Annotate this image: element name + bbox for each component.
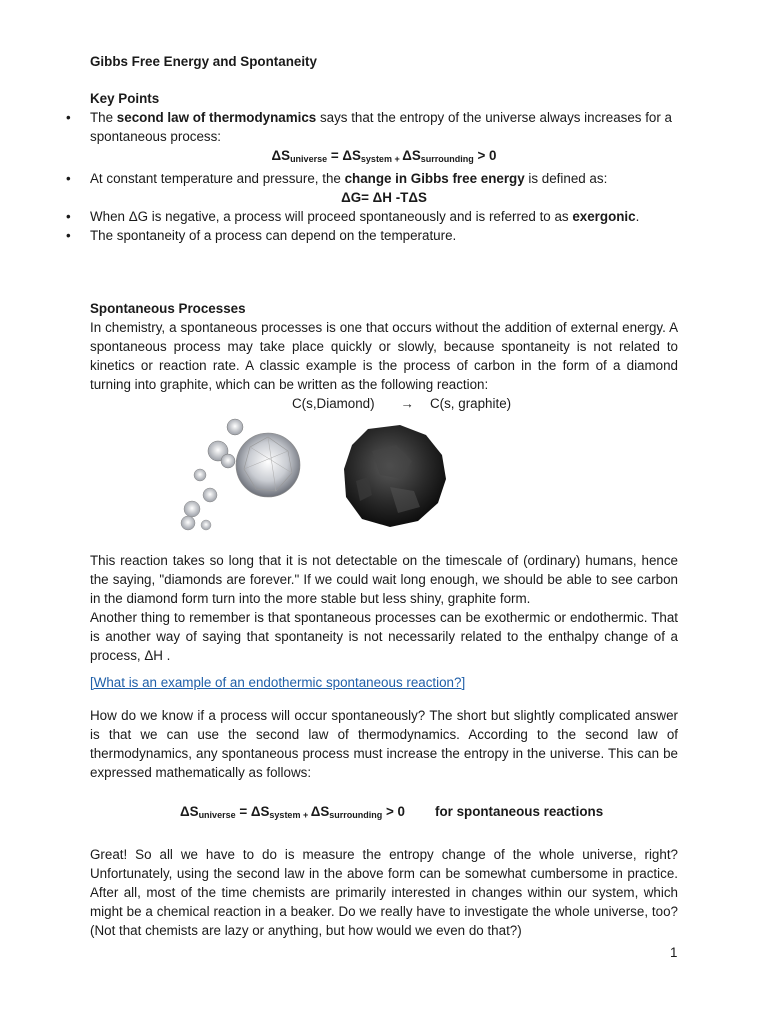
key-point-2: • At constant temperature and pressure, the change in Gibbs free energy is defined as:: [66, 171, 608, 186]
gibbs-equation: ΔG= ΔH -TΔS: [341, 190, 427, 205]
arrow-icon: →: [400, 396, 414, 411]
term-exergonic: exergonic: [572, 209, 636, 224]
key-point-1: • The second law of thermodynamics says that the entropy of the universe always increases for a spontaneous process:: [66, 110, 672, 144]
spontaneous-heading: Spontaneous Processes: [90, 301, 246, 316]
endothermic-example-link[interactable]: [What is an example of an endothermic spontaneous reaction?]: [90, 675, 466, 690]
diamonds-image: [180, 417, 340, 531]
reaction-equation: [90, 394, 678, 413]
paragraph-exo-endo: Another thing to remember is that spontaneous processes can be exothermic or endothermic. That is another way of saying that spontaneity is not necessarily related to the enthalpy change of a process, ΔH .: [90, 610, 678, 663]
bullet-icon: •: [66, 228, 71, 243]
bullet-icon: •: [66, 110, 71, 125]
graphite-image: [338, 421, 450, 529]
document-page: [66, 52, 678, 940]
product: C(s, graphite): [429, 396, 512, 411]
paragraph-great: Great! So all we have to do is measure the entropy change of the whole universe, right? Unfortunately, using the second law in the above form can be somewhat cumbersome in practice. After all, most of the time chemists are primarily interested in changes within our system, which might be a chemical reaction in a beaker. Do we really have to investigate the whole universe, too? (Not that chemists are lazy or anything, but how would we even do that?): [90, 847, 678, 938]
reactant: C(s,Diamond): [292, 396, 375, 411]
term-second-law: second law of thermodynamics: [116, 110, 317, 125]
document-title: Gibbs Free Energy and Spontaneity: [90, 54, 317, 69]
bullet-icon: •: [66, 171, 71, 186]
entropy-equation-spontaneous: $\Delta S_{universe} = \Delta S_{system}$ $_+$ $\Delta S_{surrounding} > 0$ for spontaneous reactions: [180, 804, 604, 820]
paragraph-forever: This reaction takes so long that it is not detectable on the timescale of (ordinary) humans, hence the saying, "diamonds are forever." If we could wait long enough, we should be able to see carbon in the diamond form turn into the more stable but less shiny, graphite form.: [90, 553, 678, 606]
bullet-icon: •: [66, 209, 71, 224]
paragraph-second-law: How do we know if a process will occur spontaneously? The short but slightly complicated answer is that we can use the second law of thermodynamics. According to the second law of thermodynamics, any spontaneous process must increase the entropy in the universe. This can be expressed mathematically as follows:: [90, 708, 678, 780]
key-point-3: • When ΔG is negative, a process will proceed spontaneously and is referred to as exergonic.: [66, 209, 640, 224]
term-gibbs: change in Gibbs free energy: [344, 171, 525, 186]
key-points-list: [66, 108, 678, 245]
equation-note: for spontaneous reactions: [435, 804, 604, 819]
paragraph-intro: In chemistry, a spontaneous processes is one that occurs without the addition of external energy. A spontaneous process may take place quickly or slowly, because spontaneity is not related to kinetics or reaction rate. A classic example is the process of carbon in the form of a diamond turning into graphite, which can be written as the following reaction:: [90, 320, 678, 392]
diamond-graphite-image: [180, 413, 678, 537]
key-point-4: • The spontaneity of a process can depend on the temperature.: [66, 228, 457, 243]
page-number: 1: [670, 945, 678, 960]
entropy-equation: $\Delta S_{universe} = \Delta S_{system}$ $_+$ $\Delta S_{surrounding} > 0$: [271, 148, 497, 164]
key-points-heading: Key Points: [90, 91, 160, 106]
